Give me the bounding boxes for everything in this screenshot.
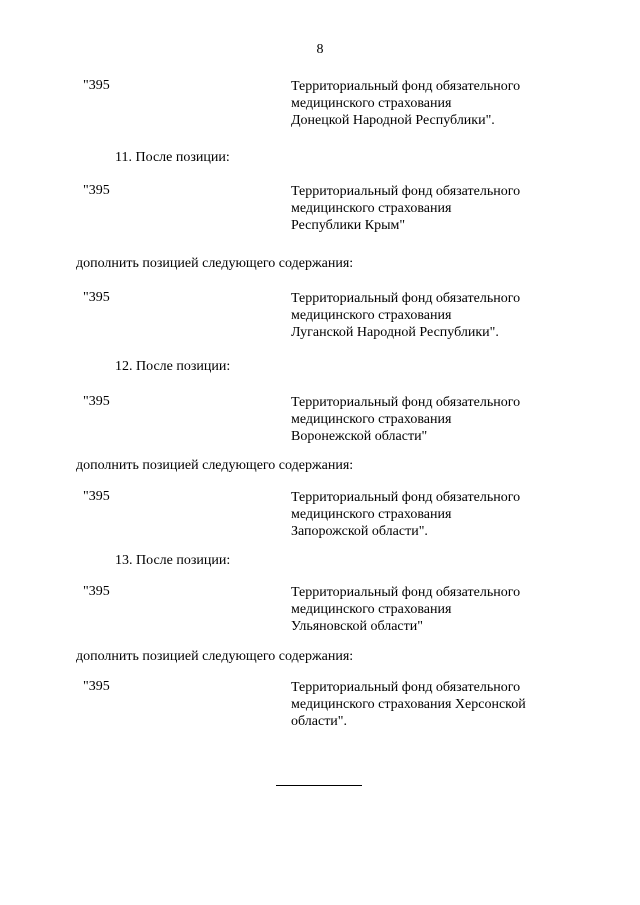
item-heading: 13. После позиции: [115, 553, 231, 568]
entry-name-line: Территориальный фонд обязательного [291, 680, 521, 695]
entry-name-line: Ульяновской области" [291, 619, 423, 634]
entry-name-line: медицинского страхования [291, 507, 452, 522]
entry-name-line: Территориальный фонд обязательного [291, 79, 521, 94]
entry-name-line: Донецкой Народной Республики". [291, 113, 495, 128]
entry-name-line: медицинского страхования [291, 308, 452, 323]
item-heading: 11. После позиции: [115, 150, 230, 165]
item-heading: 12. После позиции: [115, 359, 231, 374]
entry-name [291, 290, 520, 341]
entry-name-line: области". [291, 714, 348, 729]
entry-name-line: Территориальный фонд обязательного [291, 395, 521, 410]
entry-name-line: Территориальный фонд обязательного [291, 184, 521, 199]
entry-code: "395 [83, 584, 110, 599]
entry-name-line: медицинского страхования [291, 602, 452, 617]
entry-name [291, 394, 520, 445]
entry-name-line: медицинского страхования Херсонской [291, 697, 526, 712]
entry-code: "395 [83, 394, 110, 409]
entry-name [291, 584, 520, 635]
entry-name-line: Территориальный фонд обязательного [291, 490, 521, 505]
entry-name [291, 78, 520, 129]
instruction-text: дополнить позицией следующего содержания: [76, 649, 354, 664]
entry-name [291, 183, 520, 234]
entry-code: "395 [83, 183, 110, 198]
entry-code: "395 [83, 679, 110, 694]
end-of-document-rule [276, 785, 362, 786]
entry-name-line: Воронежской области" [291, 429, 428, 444]
entry-code: "395 [83, 290, 110, 305]
page-number: 8 [316, 42, 324, 57]
entry-name-line: медицинского страхования [291, 96, 452, 111]
instruction-text: дополнить позицией следующего содержания: [76, 458, 354, 473]
entry-name-line: Республики Крым" [291, 218, 406, 233]
entry-name-line: Территориальный фонд обязательного [291, 291, 521, 306]
entry-name [291, 489, 520, 540]
entry-code: "395 [83, 78, 110, 93]
entry-name-line: Территориальный фонд обязательного [291, 585, 521, 600]
entry-name-line: медицинского страхования [291, 412, 452, 427]
entry-name-line: медицинского страхования [291, 201, 452, 216]
instruction-text: дополнить позицией следующего содержания: [76, 256, 354, 271]
entry-name-line: Луганской Народной Республики". [291, 325, 499, 340]
entry-name [291, 679, 526, 730]
entry-name-line: Запорожской области". [291, 524, 428, 539]
entry-code: "395 [83, 489, 110, 504]
